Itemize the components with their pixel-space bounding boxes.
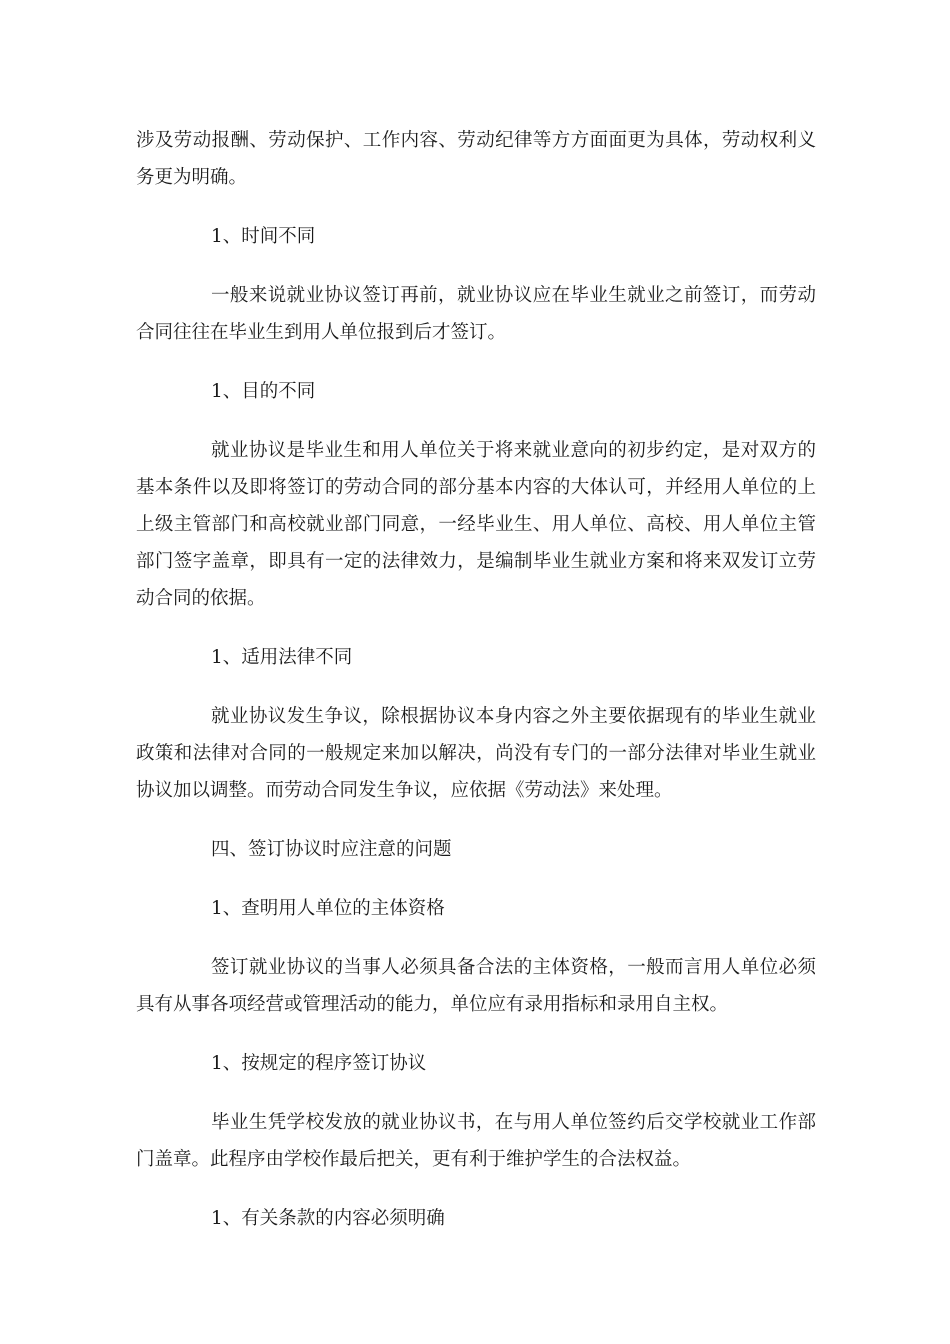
paragraph: 涉及劳动报酬、劳动保护、工作内容、劳动纪律等方方面面更为具体，劳动权利义务更为明确。	[136, 130, 816, 188]
paragraph: 就业协议发生争议，除根据协议本身内容之外主要依据现有的毕业生就业政策和法律对合同的一般规定来加以解决，尚没有专门的一部分法律对毕业生就业协议加以调整。而劳动合同发生争议，应依据《劳动法》来处理。	[136, 706, 816, 801]
paragraph: 就业协议是毕业生和用人单位关于将来就业意向的初步约定，是对双方的基本条件以及即将签订的劳动合同的部分基本内容的大体认可，并经用人单位的上上级主管部门和高校就业部门同意，一经毕业生、用人单位、高校、用人单位主管部门签字盖章，即具有一定的法律效力，是编制毕业生就业方案和将来双发订立劳动合同的依据。	[136, 440, 816, 609]
section-heading: 1、有关条款的内容必须明确	[211, 1208, 445, 1229]
paragraph: 毕业生凭学校发放的就业协议书，在与用人单位签约后交学校就业工作部门盖章。此程序由学校作最后把关，更有利于维护学生的合法权益。	[136, 1112, 816, 1170]
document-page	[136, 122, 816, 1237]
section-heading: 1、按规定的程序签订协议	[211, 1053, 427, 1074]
paragraph: 签订就业协议的当事人必须具备合法的主体资格，一般而言用人单位必须具有从事各项经营或管理活动的能力，单位应有录用指标和录用自主权。	[136, 957, 816, 1015]
section-heading: 1、查明用人单位的主体资格	[211, 898, 445, 919]
section-heading: 四、签订协议时应注意的问题	[211, 839, 452, 860]
section-heading: 1、适用法律不同	[211, 647, 353, 668]
section-heading: 1、目的不同	[211, 381, 316, 402]
paragraph: 一般来说就业协议签订再前，就业协议应在毕业生就业之前签订，而劳动合同往往在毕业生到用人单位报到后才签订。	[136, 285, 816, 343]
section-heading: 1、时间不同	[211, 226, 316, 247]
